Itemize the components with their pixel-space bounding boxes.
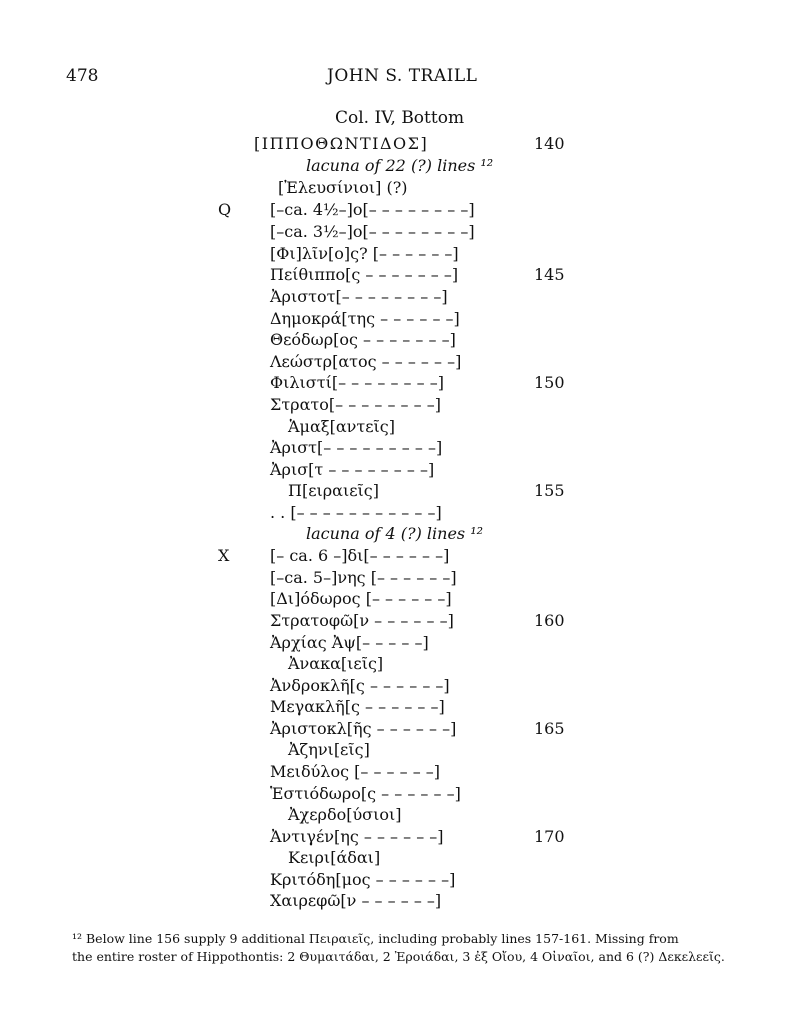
inscription-line: Μειδύλος [– – – – – –]: [270, 762, 441, 781]
inscription-line: Θεόδωρ[ος – – – – – – –]: [270, 330, 456, 349]
line-number: 160: [534, 611, 565, 630]
inscription-line: [–ca. 4½–]ο[– – – – – – – –]: [270, 200, 475, 219]
deme-heading: Ἁμαξ[αντεῖς]: [288, 417, 395, 436]
inscription-line: Φιλιστί[– – – – – – – –]: [270, 373, 444, 392]
inscription-line: [Φι]λῖν[ο]ς? [– – – – – –]: [270, 244, 459, 263]
tribe-heading: [ΙΠΠΟΘΩΝΤΙΔΟΣ]: [254, 134, 429, 153]
column-title: Col. IV, Bottom: [335, 108, 465, 128]
line-marker: X: [218, 546, 230, 565]
inscription-line: Ἀριστοκλ[ῆς – – – – – –]: [270, 719, 457, 738]
inscription-line: Στρατοφῶ[ν – – – – – –]: [270, 611, 454, 630]
inscription-line: . . [– – – – – – – – – – –]: [270, 503, 442, 522]
inscription-line: [–ca. 5–]νης [– – – – – –]: [270, 568, 457, 587]
inscription-line: Ἑστιόδωρο[ς – – – – – –]: [270, 784, 461, 803]
page-number: 478: [66, 66, 99, 86]
inscription-line: Λεώστρ[ατος – – – – – –]: [270, 352, 462, 371]
inscription-line: Ἀριστοτ[– – – – – – – –]: [270, 287, 448, 306]
inscription-line: Ἀνδροκλῆ[ς – – – – – –]: [270, 676, 450, 695]
lacuna-note: lacuna of 4 (?) lines ¹²: [306, 524, 484, 543]
inscription-line: [–ca. 3½–]ο[– – – – – – – –]: [270, 222, 475, 241]
footnote-line: the entire roster of Hippothontis: 2 Θυμαιτάδαι, 2 Ἐροιάδαι, 3 ἐξ Οἴου, 4 Οἰναῖοι, and 6 (?) Δεκελεεῖς.: [72, 949, 725, 964]
line-number: 150: [534, 373, 565, 392]
footnote: [72, 930, 732, 966]
line-number: 165: [534, 719, 565, 738]
line-number: 170: [534, 827, 565, 846]
inscription-line: [Ἐλευσίνιοι] (?): [278, 178, 408, 197]
inscription-line: Κριτόδη[μος – – – – – –]: [270, 870, 456, 889]
line-number: 145: [534, 265, 565, 284]
inscription-line: Χαιρεφῶ[ν – – – – – –]: [270, 891, 442, 910]
inscription-line: Στρατο[– – – – – – – –]: [270, 395, 441, 414]
inscription-line: Ἀρχίας Ἀψ[– – – – –]: [270, 633, 429, 652]
line-marker: Q: [218, 200, 232, 219]
footnote-line: ¹² Below line 156 supply 9 additional Πειραιεῖς, including probably lines 157-161. Missing from: [72, 931, 679, 946]
inscription-line: Δημοκρά[της – – – – – –]: [270, 309, 460, 328]
deme-heading: Π[ειραιεῖς]: [288, 481, 380, 500]
inscription-line: Ἀντιγέν[ης – – – – – –]: [270, 827, 444, 846]
line-number: 155: [534, 481, 565, 500]
running-head-author: JOHN S. TRAILL: [327, 66, 478, 86]
inscription-line: [Δι]όδωρος [– – – – – –]: [270, 589, 452, 608]
inscription-line: Ἀρισ[τ – – – – – – – –]: [270, 460, 435, 479]
inscription-line: [– ca. 6 –]δι[– – – – – –]: [270, 546, 450, 565]
line-number: 140: [534, 134, 565, 153]
inscription-line: Ἀριστ[– – – – – – – – –]: [270, 438, 443, 457]
deme-heading: Ἀνακα[ιεῖς]: [288, 654, 384, 673]
deme-heading: Ἀζηνι[εῖς]: [288, 740, 370, 759]
lacuna-note: lacuna of 22 (?) lines ¹²: [306, 156, 494, 175]
deme-heading: Κειρι[άδαι]: [288, 848, 381, 867]
inscription-line: Πείθιππο[ς – – – – – – –]: [270, 265, 459, 284]
deme-heading: Ἀχερδο[ύσιοι]: [288, 805, 402, 824]
inscription-line: Μεγακλῆ[ς – – – – – –]: [270, 697, 445, 716]
